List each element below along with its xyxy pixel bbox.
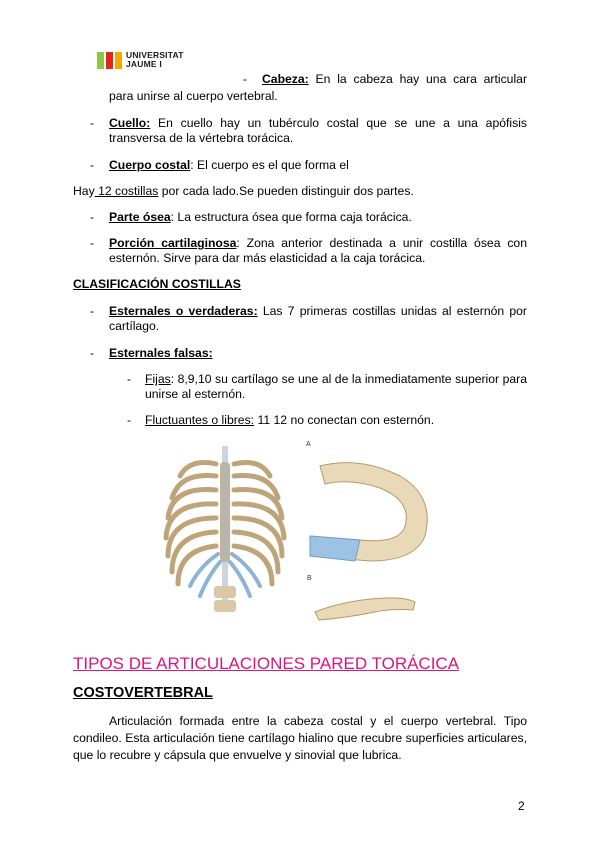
paragraph-line-3: que lo recubre y cápsula que envuelve y sinovial que lubrica. [73, 748, 402, 762]
dash: - [90, 116, 95, 130]
figure-label-b: B [307, 575, 312, 582]
list-item-esternales-verdaderas: Esternales o verdaderas: Las 7 primeras costillas unidas al esternón por [109, 304, 527, 318]
dash: - [90, 210, 95, 224]
list-item-porcion-cont: esternón. Sirve para dar más elasticidad a la caja torácica. [109, 251, 426, 265]
dash: - [127, 413, 132, 427]
dash: - [90, 158, 95, 172]
intro-text: Hay 12 costillas por cada lado.Se pueden distinguir dos partes. [73, 184, 414, 198]
list-item-porcion-cartilaginosa: Porción cartilaginosa: Zona anterior destinada a unir costilla ósea con [109, 236, 527, 250]
dash: - [127, 372, 132, 386]
list-item-cuello: Cuello: En cuello hay un tubérculo costal que se une a una apófisis [109, 116, 527, 130]
list-item-cuello-cont: transversa de la vértebra torácica. [109, 131, 294, 145]
sub-item-fluctuantes: Fluctuantes o libres: 11 12 no conectan con esternón. [145, 413, 435, 427]
section-title: TIPOS DE ARTICULACIONES PARED TORÁCICA [73, 654, 460, 673]
page-number: 2 [518, 799, 525, 813]
sub-item-fijas-cont: unirse al esternón. [145, 387, 246, 401]
list-item-esternales-cont: cartílago. [109, 319, 160, 333]
list-item-esternales-falsas: Esternales falsas: [109, 346, 213, 360]
paragraph-line-2: condileo. Esta articulación tiene cartílago hialino que recubre superficies articulares, [73, 731, 527, 745]
figure-label-a: A [306, 441, 311, 448]
section-heading-clasificacion: CLASIFICACIÓN COSTILLAS [73, 277, 241, 291]
rib-illustration-a [300, 436, 440, 571]
sub-item-fijas: Fijas: 8,9,10 su cartílago se une al de la inmediatamente superior para [145, 372, 527, 386]
rib-cage-illustration [150, 436, 300, 626]
list-item-cabeza-text: Cabeza: En la cabeza hay una cara articular [262, 72, 527, 86]
paragraph-line-1: Articulación formada entre la cabeza costal y el cuerpo vertebral. Tipo [109, 714, 527, 728]
logo-mark-icon [97, 52, 122, 69]
section-subtitle: COSTOVERTEBRAL [73, 685, 213, 701]
university-logo [97, 50, 184, 70]
list-item-cuerpo: Cuerpo costal: El cuerpo es el que forma el [109, 158, 349, 172]
logo-text: UNIVERSITAT JAUME I [126, 50, 184, 69]
dash: - [90, 346, 95, 360]
list-item-cabeza: - [243, 72, 248, 86]
list-item-cabeza-cont: para unirse al cuerpo vertebral. [109, 89, 278, 103]
rib-illustration-b [305, 572, 425, 632]
list-item-parte-osea: Parte ósea: La estructura ósea que forma caja torácica. [109, 210, 412, 224]
dash: - [90, 304, 95, 318]
dash: - [90, 236, 95, 250]
